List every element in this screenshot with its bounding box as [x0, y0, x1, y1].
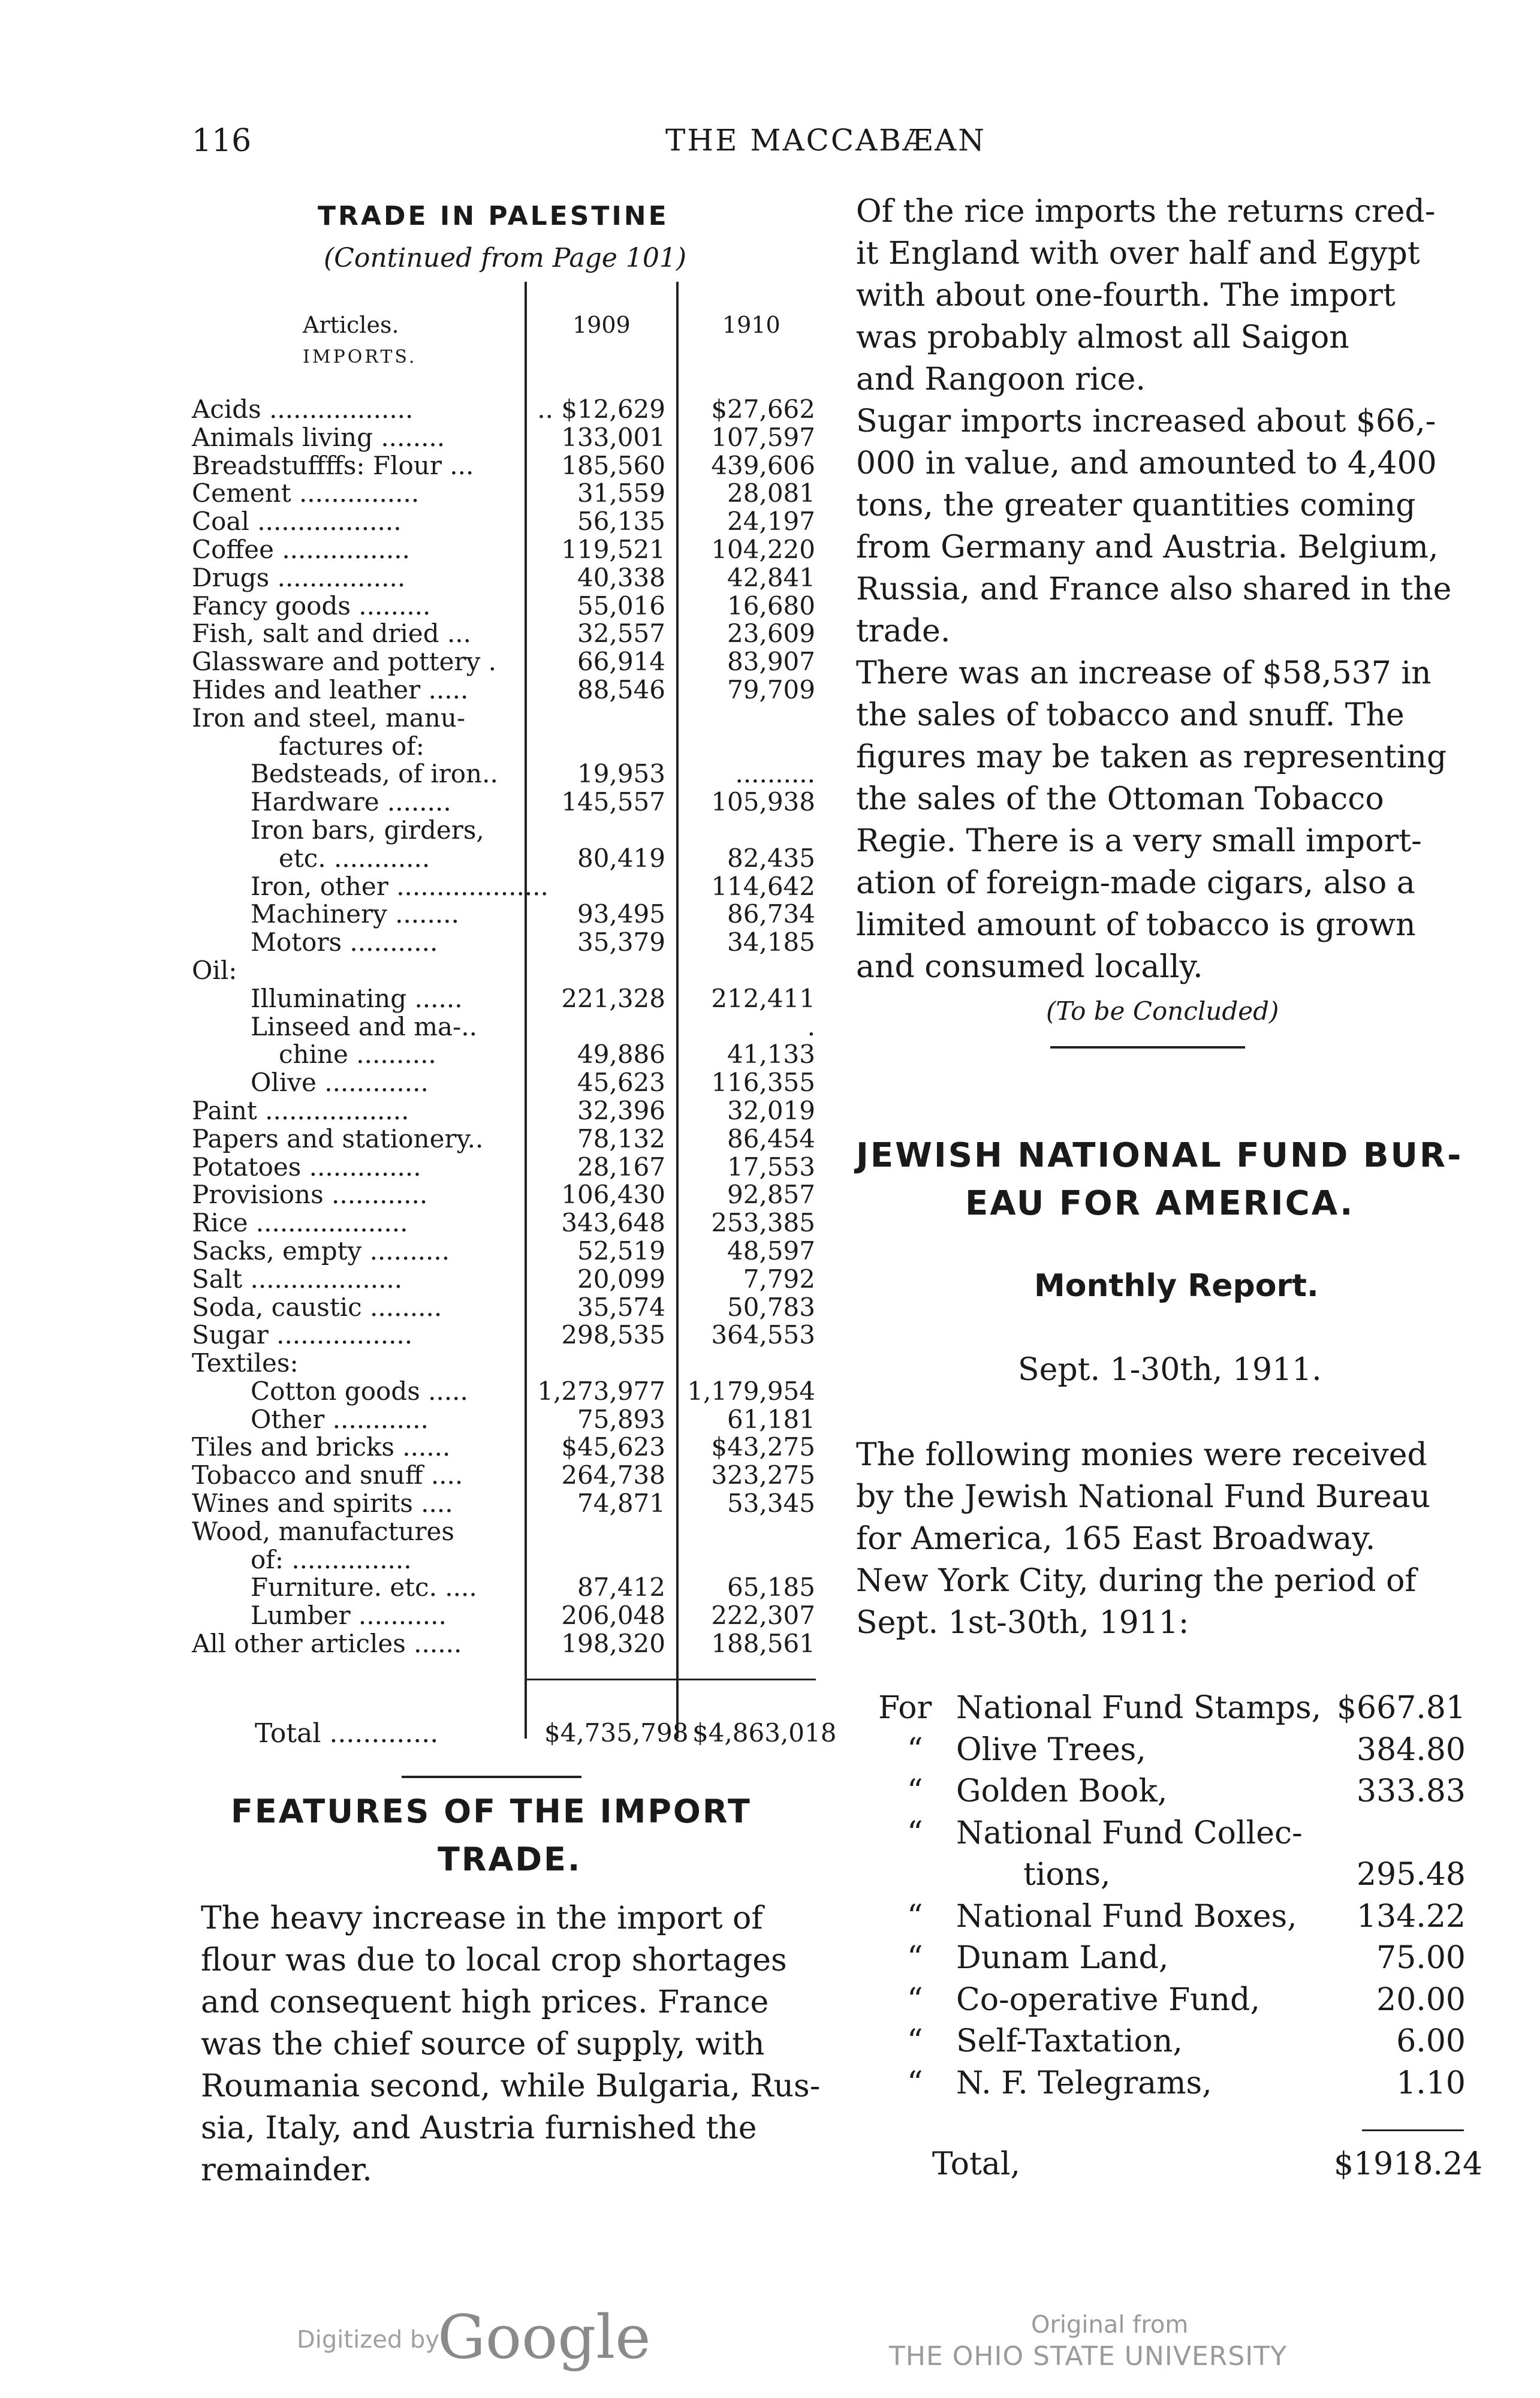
paragraph-line: by the Jewish National Fund Bureau [856, 1479, 1431, 1515]
monies-row [878, 2021, 1466, 2063]
journal-title: THE MACCABÆAN [665, 123, 986, 158]
monies-row [878, 1813, 1466, 1855]
paragraph-line: for America, 165 East Broadway. [856, 1521, 1376, 1557]
page-number: 116 [192, 123, 252, 159]
row-value-1910: 86,734 [727, 899, 815, 929]
total-rule-1909 [526, 1679, 676, 1680]
trade-table-title: TRADE IN PALESTINE [318, 201, 669, 231]
ditto-mark: “ [907, 1773, 923, 1809]
row-article: Potatoes .............. [192, 1152, 421, 1182]
row-value-1909: 74,871 [577, 1489, 665, 1519]
row-value-1910: 24,197 [727, 507, 815, 537]
table-row [0, 845, 839, 873]
paragraph-line: remainder. [201, 2152, 372, 2188]
monies-total-label: Total, [932, 2146, 1021, 2182]
monies-label: Self-Taxtation, [956, 2023, 1183, 2059]
monies-label: tions, [1023, 1857, 1111, 1893]
row-value-1909: 31,559 [577, 478, 665, 508]
row-article: Animals living ........ [192, 422, 445, 452]
row-value-1910: 23,609 [727, 619, 815, 649]
row-value-1909: 52,519 [577, 1236, 665, 1266]
row-value-1910: 17,553 [727, 1152, 815, 1182]
row-article: Drugs ................ [192, 562, 406, 592]
paragraph-line: Of the rice imports the returns cred- [856, 194, 1436, 230]
table-row [0, 985, 839, 1013]
table-row [0, 1462, 839, 1490]
paragraph-line: the sales of the Ottoman Tobacco [856, 781, 1384, 817]
paragraph-line: with about one-fourth. The import [856, 278, 1396, 314]
row-value-1910: 79,709 [727, 674, 815, 704]
trade-table-body [0, 396, 839, 1658]
trade-table-continued: (Continued from Page 101) [324, 243, 686, 273]
row-value-1909: 35,574 [577, 1292, 665, 1322]
monthly-report-heading: Monthly Report. [1034, 1268, 1319, 1304]
row-value-1909: .. $12,629 [537, 394, 665, 424]
paragraph-line: sia, Italy, and Austria furnished the [201, 2110, 757, 2146]
row-article: Motors ........... [251, 927, 438, 957]
row-article: Sacks, empty .......... [192, 1236, 450, 1266]
row-value-1909: 119,521 [561, 534, 665, 564]
row-article: chine .......... [279, 1040, 436, 1070]
monies-label: Golden Book, [956, 1773, 1168, 1809]
row-value-1910: 364,553 [711, 1320, 815, 1350]
table-row [0, 424, 839, 452]
row-article: Illuminating ...... [251, 983, 463, 1013]
ditto-mark: “ [907, 1981, 923, 2018]
row-value-1909: 55,016 [577, 591, 665, 620]
row-value-1909: 93,495 [577, 899, 665, 929]
col-articles-header: Articles. [303, 312, 399, 338]
paragraph-line: The following monies were received [856, 1437, 1427, 1473]
row-article: Oil: [192, 955, 237, 985]
table-row [0, 536, 839, 564]
row-article: Hides and leather ..... [192, 674, 469, 704]
total-1910: $4,863,018 [692, 1718, 837, 1748]
monies-value: 295.48 [1357, 1857, 1466, 1893]
paragraph-line: Roumania second, while Bulgaria, Rus- [201, 2068, 821, 2104]
row-value-1909: 19,953 [577, 759, 665, 789]
google-logo: Google [438, 2302, 651, 2372]
paragraph-line: figures may be taken as representing [856, 739, 1447, 775]
paragraph-line: it England with over half and Egypt [856, 236, 1420, 272]
row-value-1910: 222,307 [711, 1601, 815, 1631]
row-article: Salt ................... [192, 1264, 403, 1294]
monies-value: 1.10 [1396, 2065, 1466, 2101]
table-row [0, 1013, 839, 1041]
table-row [0, 452, 839, 480]
table-row [0, 1153, 839, 1182]
row-value-1910: 65,185 [727, 1572, 815, 1602]
row-value-1909: 264,738 [561, 1460, 665, 1490]
row-value-1909: 49,886 [577, 1040, 665, 1070]
row-article: Other ............ [251, 1404, 429, 1434]
row-article: Furniture. etc. .... [251, 1572, 477, 1602]
row-value-1909: 343,648 [561, 1208, 665, 1238]
paragraph-line: trade. [856, 613, 951, 649]
university-name: THE OHIO STATE UNIVERSITY [889, 2341, 1288, 2372]
row-value-1909: 28,167 [577, 1152, 665, 1182]
table-row [0, 1349, 839, 1378]
row-article: Textiles: [192, 1348, 299, 1378]
row-value-1909: 106,430 [561, 1180, 665, 1210]
row-value-1909: $45,623 [561, 1432, 665, 1462]
section-divider-left [402, 1776, 581, 1778]
row-value-1910: 50,783 [727, 1292, 815, 1322]
monies-row [878, 1938, 1466, 1980]
row-value-1909: 145,557 [561, 787, 665, 817]
monies-row [878, 1896, 1466, 1938]
row-value-1909: 32,396 [577, 1095, 665, 1125]
row-value-1909: 40,338 [577, 562, 665, 592]
monies-list [878, 1688, 1466, 2104]
monies-row [878, 1688, 1466, 1730]
row-article: Glassware and pottery . [192, 647, 497, 677]
ditto-mark: “ [907, 1815, 923, 1851]
row-article: Cement ............... [192, 478, 420, 508]
row-value-1910: 48,597 [727, 1236, 815, 1266]
table-row [0, 1294, 839, 1322]
row-article: Sugar ................. [192, 1320, 413, 1350]
monies-label: National Fund Stamps, [956, 1690, 1322, 1726]
row-value-1910: 323,275 [711, 1460, 815, 1490]
table-row [0, 1097, 839, 1125]
row-value-1910: 92,857 [727, 1180, 815, 1210]
row-article: Coffee ................ [192, 534, 410, 564]
features-paragraph [201, 1897, 820, 2191]
row-value-1910: 212,411 [711, 983, 815, 1013]
table-row [0, 620, 839, 648]
monies-row [878, 1980, 1466, 2022]
row-value-1909: 56,135 [577, 507, 665, 537]
paragraph-line: and consumed locally. [856, 949, 1203, 985]
row-value-1910: 42,841 [727, 562, 815, 592]
paragraph-line: from Germany and Austria. Belgium, [856, 529, 1439, 565]
row-article: All other articles ...... [192, 1629, 462, 1659]
row-article: Paint .................. [192, 1095, 409, 1125]
table-row [0, 733, 839, 761]
monies-value: 333.83 [1357, 1773, 1466, 1809]
table-row [0, 1602, 839, 1630]
row-value-1910: 41,133 [727, 1040, 815, 1070]
table-row [0, 1574, 839, 1602]
paragraph-line: the sales of tobacco and snuff. The [856, 697, 1405, 733]
paragraph-line: Russia, and France also shared in the [856, 571, 1452, 607]
col-1909-header: 1909 [572, 312, 631, 338]
table-row [0, 704, 839, 733]
row-value-1909: 80,419 [577, 843, 665, 873]
report-period: Sept. 1-30th, 1911. [1018, 1352, 1322, 1388]
row-value-1909: 20,099 [577, 1264, 665, 1294]
section-divider-right [1050, 1046, 1245, 1049]
table-row [0, 564, 839, 592]
row-value-1909: 45,623 [577, 1068, 665, 1098]
monies-total-rule [1362, 2129, 1464, 2131]
monies-label: National Fund Collec- [956, 1815, 1303, 1851]
table-row [0, 1433, 839, 1462]
jnf-title-line2: EAU FOR AMERICA. [965, 1184, 1355, 1223]
row-value-1909: 88,546 [577, 674, 665, 704]
row-value-1909: 298,535 [561, 1320, 665, 1350]
table-row [0, 929, 839, 957]
table-row [0, 480, 839, 508]
table-row [0, 1378, 839, 1406]
paragraph-line: ation of foreign-made cigars, also a [856, 865, 1415, 901]
ditto-mark: “ [907, 2065, 923, 2101]
table-row [0, 1209, 839, 1237]
row-article: of: ............... [251, 1544, 412, 1574]
table-row [0, 396, 839, 424]
row-value-1909: 1,273,977 [537, 1376, 665, 1406]
paragraph-line: and Rangoon rice. [856, 361, 1146, 397]
table-row [0, 1490, 839, 1518]
table-row [0, 508, 839, 536]
row-value-1910: 34,185 [727, 927, 815, 957]
row-article: Tobacco and snuff .... [192, 1460, 463, 1490]
row-value-1910: $43,275 [711, 1432, 815, 1462]
row-value-1909: 206,048 [561, 1601, 665, 1631]
table-row [0, 817, 839, 845]
row-article: Coal .................. [192, 507, 402, 537]
row-value-1909: 221,328 [561, 983, 665, 1013]
row-value-1909: 198,320 [561, 1629, 665, 1659]
row-value-1910: . [807, 1011, 815, 1041]
table-row [0, 788, 839, 817]
row-value-1910: 28,081 [727, 478, 815, 508]
row-value-1909: 78,132 [577, 1123, 665, 1153]
row-value-1910: 104,220 [711, 534, 815, 564]
row-article: Provisions ............ [192, 1180, 428, 1210]
row-article: Fish, salt and dried ... [192, 619, 471, 649]
row-value-1910: 188,561 [711, 1629, 815, 1659]
row-article: Tiles and bricks ...... [192, 1432, 451, 1462]
right-column-paragraph [856, 191, 1451, 988]
row-article: Machinery ........ [251, 899, 459, 929]
row-article: factures of: [279, 731, 424, 761]
monies-label: Dunam Land, [956, 1940, 1169, 1976]
row-article: Bedsteads, of iron.. [251, 759, 498, 789]
monies-label: Co-operative Fund, [956, 1981, 1260, 2018]
table-row [0, 1069, 839, 1097]
monies-label: Olive Trees, [956, 1731, 1146, 1768]
row-value-1910: 439,606 [711, 450, 815, 480]
paragraph-line: 000 in value, and amounted to 4,400 [856, 445, 1437, 481]
row-value-1910: 116,355 [711, 1068, 815, 1098]
table-row [0, 873, 839, 901]
table-row [0, 1266, 839, 1294]
paragraph-line: was the chief source of supply, with [201, 2026, 765, 2062]
col-1910-header: 1910 [722, 312, 780, 338]
row-value-1909: 133,001 [561, 422, 665, 452]
table-row [0, 592, 839, 620]
table-row [0, 676, 839, 704]
row-article: Wines and spirits .... [192, 1489, 453, 1519]
paragraph-line: There was an increase of $58,537 in [856, 655, 1431, 691]
monies-value: 20.00 [1376, 1981, 1466, 2018]
row-article: Iron, other ................... [251, 871, 549, 901]
row-value-1910: 114,642 [711, 871, 815, 901]
monies-row [878, 1771, 1466, 1813]
row-article: Hardware ........ [251, 787, 451, 817]
row-article: etc. ............ [279, 843, 430, 873]
monies-value: 134.22 [1357, 1898, 1466, 1935]
table-row [0, 1406, 839, 1434]
total-rule-1910 [678, 1679, 816, 1680]
paragraph-line: The heavy increase in the import of [201, 1900, 763, 1936]
digitized-by-label: Digitized by [297, 2326, 439, 2354]
features-title-line1: FEATURES OF THE IMPORT [231, 1793, 752, 1830]
paragraph-line: Sugar imports increased about $66,- [856, 403, 1436, 439]
monies-row [878, 1730, 1466, 1772]
table-row [0, 648, 839, 676]
row-value-1909: 87,412 [577, 1572, 665, 1602]
row-article: Papers and stationery.. [192, 1123, 484, 1153]
ditto-mark: “ [907, 1898, 923, 1935]
monies-total-value: $1918.24 [1334, 2146, 1483, 2182]
table-row [0, 1181, 839, 1209]
paragraph-line: was probably almost all Saigon [856, 320, 1349, 356]
table-row [0, 1041, 839, 1069]
monies-label: N. F. Telegrams, [956, 2065, 1212, 2101]
row-value-1910: 53,345 [727, 1489, 815, 1519]
paragraph-line: New York City, during the period of [856, 1563, 1417, 1599]
row-article: Iron bars, girders, [251, 815, 484, 845]
row-value-1910: 107,597 [711, 422, 815, 452]
ditto-mark: “ [907, 1940, 923, 1976]
table-row [0, 760, 839, 788]
table-row [0, 1237, 839, 1266]
row-article: Wood, manufactures [192, 1516, 454, 1546]
table-row [0, 957, 839, 985]
row-value-1909: 32,557 [577, 619, 665, 649]
row-value-1910: 86,454 [727, 1123, 815, 1153]
row-value-1910: 253,385 [711, 1208, 815, 1238]
row-value-1909: 185,560 [561, 450, 665, 480]
table-row [0, 1546, 839, 1574]
paragraph-line: tons, the greater quantities coming [856, 487, 1416, 523]
row-article: Breadstuffffs: Flour ... [192, 450, 474, 480]
ditto-mark: “ [907, 1731, 923, 1768]
row-value-1909: 66,914 [577, 647, 665, 677]
ditto-mark: “ [907, 2023, 923, 2059]
row-article: Acids .................. [192, 394, 414, 424]
monies-label: National Fund Boxes, [956, 1898, 1297, 1935]
table-row [0, 900, 839, 929]
row-value-1910: 32,019 [727, 1095, 815, 1125]
row-value-1910: 61,181 [727, 1404, 815, 1434]
paragraph-line: limited amount of tobacco is grown [856, 907, 1416, 943]
monies-value: 75.00 [1376, 1940, 1466, 1976]
paragraph-line: flour was due to local crop shortages [201, 1942, 787, 1978]
row-value-1909: 35,379 [577, 927, 665, 957]
table-row [0, 1518, 839, 1546]
monies-row [878, 2063, 1466, 2105]
row-value-1910: 7,792 [743, 1264, 815, 1294]
row-value-1910: 1,179,954 [687, 1376, 815, 1406]
row-article: Cotton goods ..... [251, 1376, 468, 1406]
imports-label: IMPORTS. [303, 347, 417, 367]
total-label: Total ............. [255, 1718, 439, 1749]
row-article: Soda, caustic ......... [192, 1292, 442, 1322]
monies-value: 6.00 [1396, 2023, 1466, 2059]
row-value-1910: 105,938 [711, 787, 815, 817]
jnf-title-line1: JEWISH NATIONAL FUND BUR- [856, 1136, 1463, 1175]
table-row [0, 1321, 839, 1349]
ditto-mark: For [878, 1690, 932, 1726]
row-article: Olive ............. [251, 1068, 429, 1098]
row-value-1910: 16,680 [727, 591, 815, 620]
monies-value: 384.80 [1357, 1731, 1466, 1768]
row-article: Fancy goods ......... [192, 591, 431, 620]
row-article: Iron and steel, manu- [192, 703, 466, 733]
row-article: Rice ................... [192, 1208, 408, 1238]
features-title-line2: TRADE. [438, 1840, 582, 1878]
paragraph-line: Regie. There is a very small import- [856, 823, 1422, 859]
monies-row [878, 1854, 1466, 1896]
table-row [0, 1125, 839, 1153]
to-be-concluded: (To be Concluded) [1046, 996, 1279, 1026]
table-row [0, 1630, 839, 1658]
original-from-label: Original from [1031, 2311, 1189, 2339]
row-value-1910: .......... [735, 759, 815, 789]
monies-value: $667.81 [1336, 1690, 1466, 1726]
row-article: Lumber ........... [251, 1601, 447, 1631]
row-article: Linseed and ma-.. [251, 1011, 477, 1041]
row-value-1909: 75,893 [577, 1404, 665, 1434]
total-1909: $4,735,798 [544, 1718, 689, 1748]
paragraph-line: Sept. 1st-30th, 1911: [856, 1605, 1189, 1641]
jnf-intro-paragraph [856, 1434, 1430, 1644]
paragraph-line: and consequent high prices. France [201, 1984, 769, 2020]
row-value-1910: 83,907 [727, 647, 815, 677]
row-value-1910: $27,662 [711, 394, 815, 424]
row-value-1910: 82,435 [727, 843, 815, 873]
